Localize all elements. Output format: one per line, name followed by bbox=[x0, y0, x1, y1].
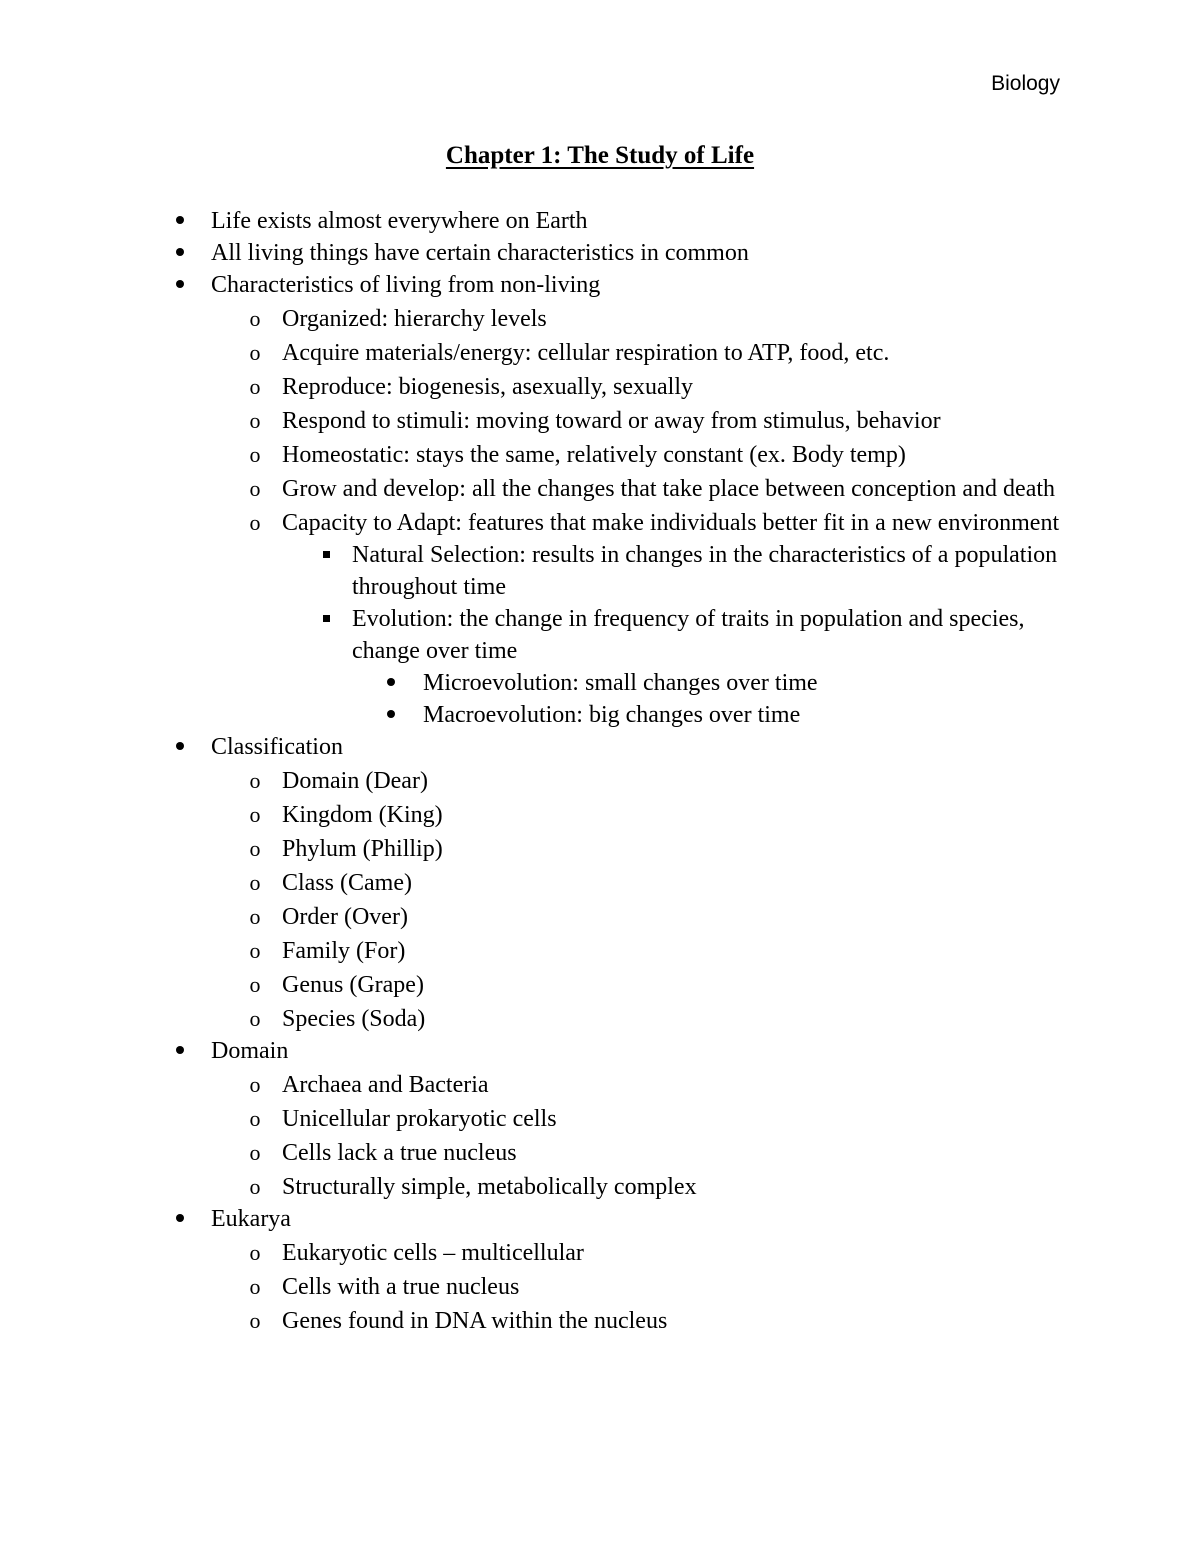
circle-bullet-icon: o bbox=[249, 870, 261, 895]
bullet-icon bbox=[170, 1035, 190, 1067]
bullet-icon bbox=[170, 237, 190, 269]
list-item: o Grow and develop: all the changes that take place between conception and death bbox=[0, 473, 1072, 505]
list-item: o Capacity to Adapt: features that make individuals better fit in a new environment bbox=[0, 507, 1072, 539]
list-item: o Archaea and Bacteria bbox=[0, 1069, 1072, 1101]
circle-bullet-icon: o bbox=[249, 938, 261, 963]
list-item: o Phylum (Phillip) bbox=[0, 833, 1072, 865]
circle-bullet-icon: o bbox=[249, 1140, 261, 1165]
circle-bullet-icon: o bbox=[249, 1106, 261, 1131]
list-item: o Class (Came) bbox=[0, 867, 1072, 899]
circle-bullet-icon: o bbox=[249, 510, 261, 535]
list-item: o Respond to stimuli: moving toward or away from stimulus, behavior bbox=[0, 405, 1072, 437]
circle-bullet-icon: o bbox=[249, 476, 261, 501]
header-subject: Biology bbox=[991, 72, 1060, 95]
list-item: o Family (For) bbox=[0, 935, 1072, 967]
list-item: Evolution: the change in frequency of traits in population and species, change over time bbox=[0, 603, 1072, 667]
bullet-icon bbox=[381, 667, 401, 699]
list-item: o Structurally simple, metabolically complex bbox=[0, 1171, 1072, 1203]
list-item: Characteristics of living from non-living bbox=[0, 269, 1200, 301]
square-bullet-icon bbox=[316, 603, 336, 635]
list-item: Eukarya bbox=[0, 1203, 1200, 1235]
bullet-icon bbox=[381, 699, 401, 731]
circle-bullet-icon: o bbox=[249, 972, 261, 997]
square-bullet-icon bbox=[316, 539, 336, 571]
circle-bullet-icon: o bbox=[249, 1174, 261, 1199]
list-item: o Domain (Dear) bbox=[0, 765, 1072, 797]
notes-list bbox=[0, 205, 1200, 1337]
list-item: Natural Selection: results in changes in the characteristics of a population throughout time bbox=[0, 539, 1072, 603]
circle-bullet-icon: o bbox=[249, 1274, 261, 1299]
circle-bullet-icon: o bbox=[249, 1006, 261, 1031]
bullet-icon bbox=[170, 269, 190, 301]
circle-bullet-icon: o bbox=[249, 904, 261, 929]
circle-bullet-icon: o bbox=[249, 306, 261, 331]
list-item: Classification bbox=[0, 731, 1200, 763]
list-item: Life exists almost everywhere on Earth bbox=[0, 205, 1200, 237]
circle-bullet-icon: o bbox=[249, 1308, 261, 1333]
circle-bullet-icon: o bbox=[249, 1072, 261, 1097]
list-item: o Organized: hierarchy levels bbox=[0, 303, 1072, 335]
page-title: Chapter 1: The Study of Life bbox=[445, 142, 755, 169]
circle-bullet-icon: o bbox=[249, 408, 261, 433]
bullet-icon bbox=[170, 1203, 190, 1235]
list-item: o Acquire materials/energy: cellular respiration to ATP, food, etc. bbox=[0, 337, 1072, 369]
list-item: o Species (Soda) bbox=[0, 1003, 1072, 1035]
list-item: o Genes found in DNA within the nucleus bbox=[0, 1305, 1072, 1337]
circle-bullet-icon: o bbox=[249, 802, 261, 827]
list-item: o Genus (Grape) bbox=[0, 969, 1072, 1001]
list-item: o Eukaryotic cells – multicellular bbox=[0, 1237, 1072, 1269]
circle-bullet-icon: o bbox=[249, 1240, 261, 1265]
list-item: All living things have certain characteristics in common bbox=[0, 237, 1200, 269]
list-item: o Order (Over) bbox=[0, 901, 1072, 933]
circle-bullet-icon: o bbox=[249, 374, 261, 399]
list-item: o Reproduce: biogenesis, asexually, sexually bbox=[0, 371, 1072, 403]
circle-bullet-icon: o bbox=[249, 836, 261, 861]
list-item: o Unicellular prokaryotic cells bbox=[0, 1103, 1072, 1135]
circle-bullet-icon: o bbox=[249, 442, 261, 467]
list-item: o Cells with a true nucleus bbox=[0, 1271, 1072, 1303]
bullet-icon bbox=[170, 205, 190, 237]
list-item: Microevolution: small changes over time bbox=[0, 667, 1200, 699]
list-item: Macroevolution: big changes over time bbox=[0, 699, 1200, 731]
bullet-icon bbox=[170, 731, 190, 763]
list-item: o Homeostatic: stays the same, relatively constant (ex. Body temp) bbox=[0, 439, 1072, 471]
list-item: Domain bbox=[0, 1035, 1200, 1067]
circle-bullet-icon: o bbox=[249, 768, 261, 793]
list-item: o Cells lack a true nucleus bbox=[0, 1137, 1072, 1169]
list-item: o Kingdom (King) bbox=[0, 799, 1072, 831]
circle-bullet-icon: o bbox=[249, 340, 261, 365]
